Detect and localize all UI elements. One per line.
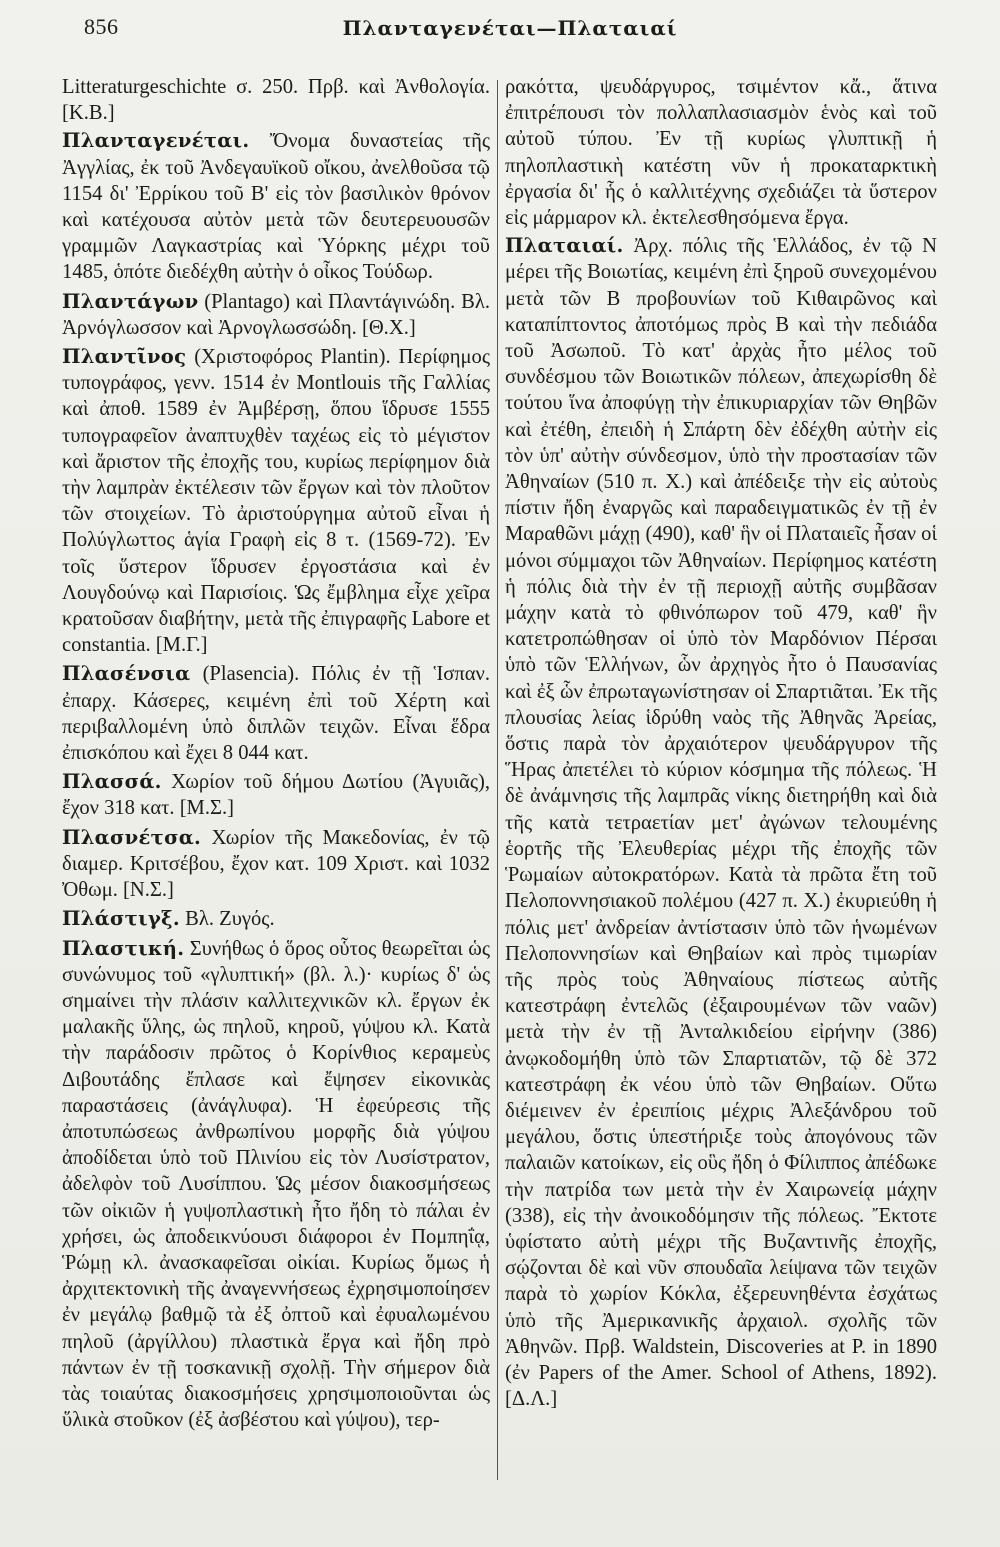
- entry-headword: Πλαντάγων: [62, 289, 199, 313]
- entry-headword: Πλαντῖνος: [62, 345, 187, 369]
- entry-text: (Plantago) καὶ Πλαντάγινώδη. Βλ. Ἀρνόγλωσσον καὶ Ἀρνογλωσσώδη. [Θ.Χ.]: [62, 290, 490, 339]
- entry-plasnetsa: [62, 825, 490, 904]
- column-divider: [497, 80, 498, 1480]
- entry-plantagon: [62, 289, 490, 341]
- entry-headword: Πλασσά.: [62, 770, 162, 794]
- entry-text: (Χριστοφόρος Plantin). Περίφημος τυπογράφος, γενν. 1514 ἐν Montlouis τῆς Γαλλίας καὶ ἀποθ. 1589 ἐν Ἀμβέρσῃ, ὅπου ἵδρυσε 1555 τυπογραφεῖον ἀναπτυχθὲν ταχέως εἰς τὸ μέγιστον καὶ ἄριστον τῆς ἐποχῆς του, κυρίως περίφημον διὰ τὴν λαμπρὰν ἐκτέλεσιν τῶν ἔργων καὶ τὸν πλοῦτον τῶν στοιχείων. Τὸ ἀριστούργημα αὐτοῦ εἶναι ἡ Πολύγλωττος ἁγία Γραφὴ εἰς 8 τ. (1569-72). Ἐν τοῖς ὕστερον ἵδρυσεν ἐργοστάσια καὶ ἐν Λουγδούνῳ καὶ Παρισίοις. Ὡς ἔμβλημα εἶχε χεῖρα κρατοῦσαν διαβήτην, μετὰ τῆς ἐπιγραφῆς Labore et constantia. [Μ.Γ.]: [62, 346, 490, 657]
- left-column: [62, 74, 490, 1484]
- entry-plantinos: [62, 344, 490, 658]
- running-title: Πλανταγενέται—Πλαταιαί: [342, 16, 678, 40]
- page-number: 856: [84, 14, 119, 39]
- continuation-text: ρακόττα, ψευδάργυρος, τσιμέντον κἄ., ἅτινα ἐπιτρέπουσι τὸν πολλαπλασιασμὸν ἑνὸς καὶ τοῦ αὐτοῦ τύπου. Ἐν τῇ κυρίως γλυπτικῇ ἡ πηλοπλαστικὴ κατέστη νῦν ἡ προκαταρκτικὴ ἐργασία δι' ἧς ὁ καλλιτέχνης σχεδιάζει τὰ ὕστερον εἰς μάρμαρον κλ. ἐκτελεσθησόμενα ἔργα.: [505, 76, 937, 230]
- entry-plassa: [62, 769, 490, 821]
- entry-plantagenetai: [62, 128, 490, 285]
- entry-text: Χωρίον τοῦ δήμου Δωτίου (Ἀγυιᾶς), ἔχον 318 κατ. [Μ.Σ.]: [62, 771, 490, 820]
- entry-headword: Πλασένσια: [62, 662, 191, 686]
- entry-text: Βλ. Ζυγός.: [185, 908, 275, 931]
- entry-text: Ἀρχ. πόλις τῆς Ἑλλάδος, ἐν τῷ Ν μέρει τῆς Βοιωτίας, κειμένη ἐπὶ ξηροῦ συνεχομένου μετὰ τῶν Β προβουνίων τοῦ Κιθαιρῶνος καὶ καταπίπτοντος ἀποτόμως πρὸς Β καὶ τὴν πεδιάδα τοῦ Ἀσωποῦ. Τὸ κατ' ἀρχὰς ἦτο μέλος τοῦ συνδέσμου τῶν Βοιωτικῶν πόλεων, ἀπεχωρίσθη δὲ τούτου ἵνα ἀποφύγῃ τὴν ἐπικυριαρχίαν τῶν Θηβῶν καὶ ἐτέθη, ἐπειδὴ ἡ Σπάρτη δὲν ἐδέχθη αὐτὴν εἰς τὸν ὑπ' αὐτὴν σύνδεσμον, ὑπὸ τὴν προστασίαν τῶν Ἀθηναίων (510 π. Χ.) καὶ ἀπέδειξε τὴν εἰς αὐτοὺς πίστιν ἤδη ἐναργῶς καὶ παραδειγματικῶς ἐν τῇ ἐν Μαραθῶνι μάχῃ (490), καθ' ἣν οἱ Πλαταιεῖς ἦσαν οἱ μόνοι σύμμαχοι τῶν Ἀθηναίων. Περίφημος κατέστη ἡ πόλις διὰ τὴν ἐν τῇ περιοχῇ αὐτῆς συμβᾶσαν μάχην κατὰ τὸ φθινόπωρον τοῦ 479, καθ' ἣν κατετροπώθησαν οἱ ὑπὸ τὸν Μαρδόνιον Πέρσαι ὑπὸ τῶν Ἑλλήνων, ὧν ἀρχηγὸς ἦτο ὁ Παυσανίας καὶ ἐξ ὧν ἐπρωταγωνίστησαν οἱ Σπαρτιᾶται. Ἐκ τῆς πλουσίας λείας ἱδρύθη ναὸς τῆς Ἀθηνᾶς Ἀρείας, ὅστις παρὰ τὸν ἀρχαιότερον ψευδάργυρον τῆς Ἥρας ἀπετέλει τὸ κύριον κόσμημα τῆς πόλεως. Ἡ δὲ ἀνάμνησις τῆς λαμπρᾶς νίκης διετηρήθη καὶ διὰ τῆς κατὰ τετραετίαν μετ' ἀγώνων τελουμένης ἑορτῆς τῆς Ἐλευθερίας μέχρι τῆς ἐποχῆς τῶν Ῥωμαίων αὐτοκρατόρων. Κατὰ τὰ πρῶτα ἔτη τοῦ Πελοποννησιακοῦ πολέμου (427 π. Χ.) ἐκυριεύθη ἡ πόλις μετ' ἀνδρείαν ἀντίστασιν ὑπὸ τῶν ἡνωμένων Πελοποννησίων καὶ Θηβαίων καὶ πρὸς τιμωρίαν τῆς πρὸς τοὺς Ἀθηναίους πίστεως αὐτῆς κατεστράφη ἐντελῶς (ἐξαιρουμένων τῶν ναῶν) μετὰ τὴν ἐν τῇ Ἀνταλκιδείου εἰρήνην (386) ἀνῳκοδομήθη ὑπὸ τῶν Σπαρτιατῶν, τῷ δὲ 372 κατεστράφη ἐκ νέου ὑπὸ τῶν Θηβαίων. Οὕτω διέμεινεν ἐν ἐρειπίοις μέχρις Ἀλεξάνδρου τοῦ μεγάλου, ὅστις ὑπεστήριξε τοὺς ἀπογόνους τῶν παλαιῶν κατοίκων, εἰς οὓς ἤδη ὁ Φίλιππος ἀπέδωκε τὴν πατρίδα των μετὰ τὴν ἐν Χαιρωνείᾳ μάχην (338), εἰς τὴν ἀνοικοδόμησιν τῆς πόλεως. Ἔκτοτε ὑφίστατο αὐτὴ μέχρι τῆς Βυζαντινῆς ἐποχῆς, σῴζονται δὲ καὶ νῦν σπουδαῖα λείψανα τῶν τειχῶν παρὰ τὸ χωρίον Κόκλα, ἐξερευνηθέντα ἐσχάτως ὑπὸ τῆς Ἀμερικανικῆς ἀρχαιολ. σχολῆς τῶν Ἀθηνῶν. Πρβ. Waldstein, Discoveries at P. in 1890 (ἐν Papers of the Amer. School of Athens, 1892). [Δ.Λ.]: [505, 235, 937, 1411]
- entry-text: Ὄνομα δυναστείας τῆς Ἀγγλίας, ἐκ τοῦ Ἀνδεγαυϊκοῦ οἴκου, ἀνελθοῦσα τῷ 1154 δι' Ἐρρίκου τοῦ Β' εἰς τὸν βασιλικὸν θρόνον καὶ κατέχουσα αὐτὸν μετὰ τῶν δευτερευουσῶν γραμμῶν Λαγκαστρίας καὶ Ὑόρκης μέχρι τοῦ 1485, ὁπότε διεδέχθη αὐτὴν ὁ οἶκος Τούδωρ.: [62, 130, 490, 284]
- entry-plastiki: [62, 936, 490, 1434]
- entry-headword: Πλάστιγξ.: [62, 907, 180, 931]
- entry-plasensia: [62, 661, 490, 766]
- entry-headword: Πλασνέτσα.: [62, 825, 202, 849]
- entry-plataiai: [505, 233, 937, 1412]
- entry-text: Χωρίον τῆς Μακεδονίας, ἐν τῷ διαμερ. Κριτσέβου, ἔχον κατ. 109 Χριστ. καὶ 1032 Ὀθωμ. [Ν.Σ.]: [62, 826, 490, 902]
- entry-headword: Πλανταγενέται.: [62, 129, 250, 153]
- entry-text: (Plasencia). Πόλις ἐν τῇ Ἱσπαν. ἐπαρχ. Κάσερες, κειμένη ἐπὶ τοῦ Χέρτη καὶ περιβαλλομένη ὑπὸ διπλῶν τειχῶν. Εἶναι ἕδρα ἐπισκόπου καὶ ἔχει 8 044 κατ.: [62, 663, 490, 765]
- entry-headword: Πλαταιαί.: [505, 234, 624, 258]
- right-column: [505, 74, 937, 1484]
- entry-plastigx: [62, 906, 490, 932]
- entry-headword: Πλαστική.: [62, 936, 185, 960]
- continuation-text: Litteraturgeschichte σ. 250. Πρβ. καὶ Ἀνθολογία. [Κ.Β.]: [62, 76, 490, 125]
- entry-text: Συνήθως ὁ ὅρος οὗτος θεωρεῖται ὡς συνώνυμος τοῦ «γλυπτική» (βλ. λ.)· κυρίως δ' ὡς σημαίνει τὴν πλάσιν καλλιτεχνικῶν κλ. ἔργων ἐκ μαλακῆς ὕλης, ὡς πηλοῦ, κηροῦ, γύψου κλ. Κατὰ τὴν παράδοσιν πρῶτος ὁ Κορίνθιος κεραμεὺς Διβουτάδης ἔπλασε καὶ ἔψησεν εἰκονικὰς παραστάσεις (ἀνάγλυφα). Ἡ ἐφεύρεσις τῆς ἀποτυπώσεως ἀνθρωπίνου μορφῆς διὰ γύψου ἀποδίδεται ὑπὸ τοῦ Πλινίου εἰς τὸν Λυσίστρατον, ἀδελφὸν τοῦ Λυσίππου. Ὡς μέσον διακοσμήσεως τῶν οἰκιῶν ἡ γυψοπλαστικὴ ἦτο ἤδη τὸ πάλαι ἐν χρήσει, ὡς ἀποδεικνύουσι διάφοροι ἐν Πομπηΐᾳ, Ῥώμῃ κλ. ἀνασκαφεῖσαι οἰκίαι. Κυρίως ὅμως ἡ ἀρχιτεκτονικὴ τῆς ἀναγεννήσεως ἐχρησιμοποίησεν ἐν μεγάλῳ βαθμῷ τὰ ἐξ ὀπτοῦ καὶ ἐφυαλωμένου πηλοῦ (ἀργίλλου) πλαστικὰ ἔργα καὶ ἤδη πρὸ πάντων ἐν τῇ τοσκανικῇ σχολῇ. Τὴν σήμερον διὰ τὰς τοιαύτας διακοσμήσεις χρησιμοποιοῦνται ὡς ὕλικὰ στοῦκον (ἐξ ἀσβέστου καὶ γύψου), τερ-: [62, 937, 490, 1432]
